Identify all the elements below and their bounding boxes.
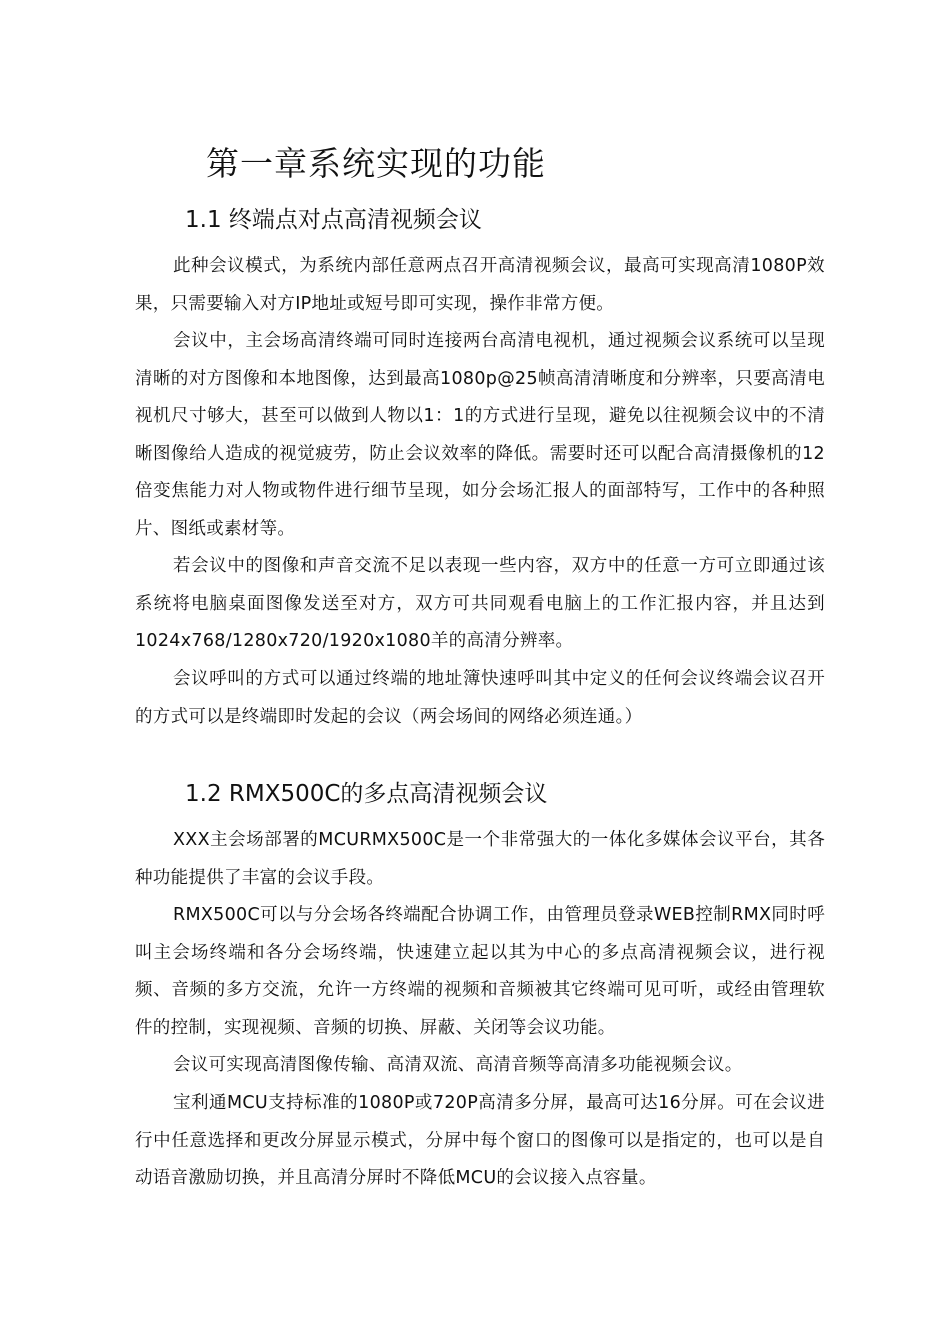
section-heading-1-2: 1.2 RMX500C的多点高清视频会议 bbox=[185, 781, 548, 807]
paragraph: 会议中，主会场高清终端可同时连接两台高清电视机，通过视频会议系统可以呈现清晰的对方图像和本地图像，达到最高1080p@25帧高清清晰度和分辨率，只要高清电视机尺寸够大，甚至可以做到人物以1：1的方式进行呈现，避免以往视频会议中的不清晰图像给人造成的视觉疲劳，防止会议效率的降低。需要时还可以配合高清摄像机的12倍变焦能力对人物或物件进行细节呈现，如分会场汇报人的面部特写，工作中的各种照片、图纸或素材等。 bbox=[135, 331, 825, 539]
paragraph: 会议呼叫的方式可以通过终端的地址簿快速呼叫其中定义的任何会议终端会议召开的方式可以是终端即时发起的会议（两会场间的网络必须连通。） bbox=[135, 669, 825, 727]
paragraph: 此种会议模式，为系统内部任意两点召开高清视频会议，最高可实现高清1080P效果，只需要输入对方IP地址或短号即可实现，操作非常方便。 bbox=[135, 256, 825, 314]
chapter-title: 第一章系统实现的功能 bbox=[206, 144, 546, 183]
paragraph: RMX500C可以与分会场各终端配合协调工作，由管理员登录WEB控制RMX同时呼叫主会场终端和各分会场终端，快速建立起以其为中心的多点高清视频会议，进行视频、音频的多方交流，允许一方终端的视频和音频被其它终端可见可听，或经由管理软件的控制，实现视频、音频的切换、屏蔽、关闭等会议功能。 bbox=[135, 905, 825, 1038]
section-heading-1-1: 1.1 终端点对点高清视频会议 bbox=[185, 207, 482, 233]
paragraph: 宝利通MCU支持标准的1080P或720P高清多分屏，最高可达16分屏。可在会议进行中任意选择和更改分屏显示模式，分屏中每个窗口的图像可以是指定的，也可以是自动语音激励切换，并且高清分屏时不降低MCU的会议接入点容量。 bbox=[135, 1093, 825, 1189]
paragraph: XXX主会场部署的MCURMX500C是一个非常强大的一体化多媒体会议平台，其各种功能提供了丰富的会议手段。 bbox=[135, 830, 825, 888]
paragraph: 若会议中的图像和声音交流不足以表现一些内容，双方中的任意一方可立即通过该系统将电脑桌面图像发送至对方，双方可共同观看电脑上的工作汇报内容，并且达到1024x768/1280x720/1920x1080羊的高清分辨率。 bbox=[135, 556, 825, 652]
paragraph: 会议可实现高清图像传输、高清双流、高清音频等高清多功能视频会议。 bbox=[173, 1055, 743, 1075]
